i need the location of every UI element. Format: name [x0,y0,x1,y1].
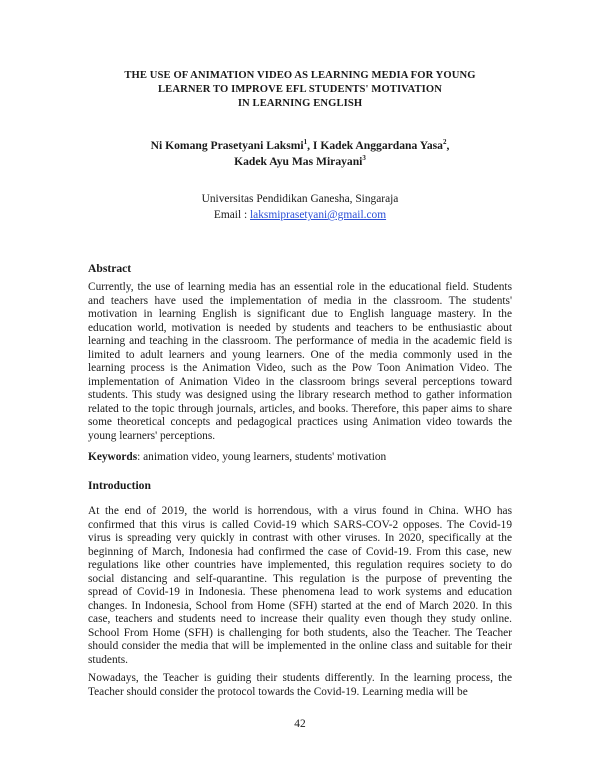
introduction-heading: Introduction [88,479,151,492]
author-superscript: 1 [303,138,308,147]
text-line: Nowadays, the Teacher is guiding their students differently. In the learning process, the [88,672,512,684]
text-line: learning process is the Animation Video, such as the Pow Toon Animation Video. The [88,362,512,375]
text-line: students. This study was designed using the library research method to gather information [88,389,512,402]
title-line: IN LEARNING ENGLISH [237,98,363,109]
text-line: Teacher should consider the protocol towards the Covid-19. Learning media will be [88,685,468,698]
keywords-label: Keywords [88,451,138,463]
author-line-1 [90,138,510,154]
text-line: beginning of March, Indonesia had confirmed the case of Covid-19. From this case, new [88,545,512,558]
text-line: social distancing and self-quarantine. This regulation is the purpose of preventing the [88,572,512,585]
text-line: confirmed that this virus is called Covid-19 which SARS-COV-2 opposes. The Covid-19 [88,518,512,531]
author-superscript: 3 [362,154,366,163]
title-line: THE USE OF ANIMATION VIDEO AS LEARNING MEDIA FOR YOUNG [124,70,476,81]
abstract-heading: Abstract [88,262,132,275]
text-line: virus is spreading very quickly in contrast with other viruses. In 2020, specifically at the [88,532,512,545]
email-line [90,207,510,223]
author-superscript: 2 [442,138,447,147]
email-label: Email : [213,209,250,221]
author-list [90,138,510,170]
text-line: some theoretical concepts and pedagogical practices using Animation video towards the [88,416,512,429]
text-line: spread of Covid-19 in Indonesia. These phenomena lead to work systems and education [88,586,512,599]
text-line: implementation of Animation Video in the classroom brings several perceptions toward [88,375,512,388]
email-link[interactable]: laksmiprasetyani@gmail.com [250,209,387,221]
text-line: students. [88,654,129,667]
author-name: I Kadek Anggardana Yasa [312,139,443,152]
institution: Universitas Pendidikan Ganesha, Singaraja [201,193,399,205]
text-line: case, teachers and students need to increase their quality even though they study online. [88,613,512,626]
text-line: learning and teaching in the classroom. The performance of media in the academic field is [88,335,512,348]
introduction-paragraph-1 [88,505,512,668]
text-line: regulations like other countries have implemented, this regulation requires society to do [88,559,512,572]
text-line: motivation in learning English is significant due to English language mastery. In the [88,308,512,321]
text-line: limited to adult learners and young learners. One of the media commonly used in the [88,348,512,361]
text-line: should consider the media that will be implemented in the online class and suitable for their [88,640,512,653]
text-line: related to the topic through journals, articles, and books. Therefore, this paper aims to share [88,402,512,415]
page-number: 42 [294,718,306,730]
keywords-text: : animation video, young learners, students' motivation [137,451,387,463]
author-name: Kadek Ayu Mas Mirayani [234,155,363,168]
text-line: education world, motivation is needed by students and teachers to be enthusiastic about [88,321,512,334]
text-line: At the end of 2019, the world is horrendous, with a virus found in China. WHO has [88,505,512,517]
paper-title [90,69,510,111]
text-line: School From Home (SFH) is challenging for both students, also the Teacher. The Teacher [88,626,512,639]
text-line: changes. In Indonesia, School from Home (SFH) started at the end of March 2020. In this [88,599,512,612]
text-line: young learners' perceptions. [88,430,216,443]
author-line-2 [90,154,510,170]
keywords-line [88,451,512,463]
author-separator: , [307,139,313,152]
author-separator: , [446,139,450,152]
text-line: and teachers have used the implementation of media in the classroom. The students' [88,294,512,307]
text-line: Currently, the use of learning media has an essential role in the educational field. Students [88,281,512,293]
author-name: Ni Komang Prasetyani Laksmi [150,139,304,152]
affiliation-block [90,191,510,223]
title-line: LEARNER TO IMPROVE EFL STUDENTS' MOTIVATION [157,84,442,95]
introduction-paragraph-2 [88,672,512,699]
abstract-paragraph [88,281,512,444]
